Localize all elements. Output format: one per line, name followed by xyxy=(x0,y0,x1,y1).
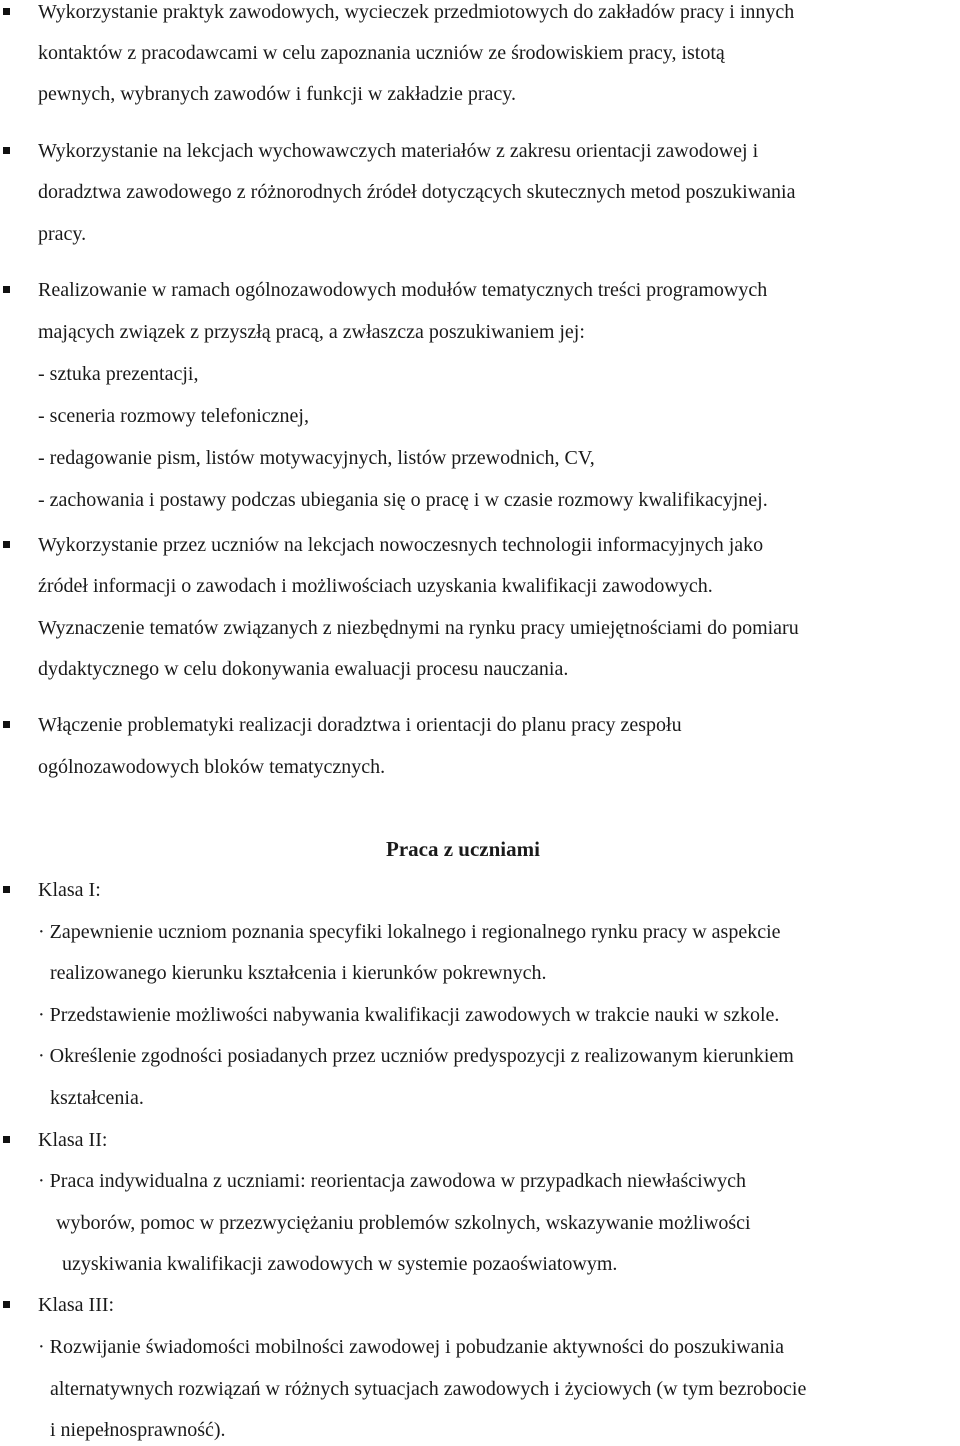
class-point-line: · Praca indywidualna z uczniami: reorientacja zawodowa w przypadkach niewłaściwych xyxy=(38,1170,747,1192)
list-item-line: - sztuka prezentacji, xyxy=(38,363,199,385)
list-item-line: ogólnozawodowych bloków tematycznych. xyxy=(38,756,386,778)
list-item-line: Realizowanie w ramach ogólnozawodowych modułów tematycznych treści programowych xyxy=(38,279,768,301)
section-heading: Praca z uczniami xyxy=(386,837,540,861)
list-item-line: mających związek z przyszłą pracą, a zwłaszcza poszukiwaniem jej: xyxy=(38,321,585,343)
class-point-line: · Przedstawienie możliwości nabywania kwalifikacji zawodowych w trakcie nauki w szkole. xyxy=(38,1004,780,1026)
list-item-line: pracy. xyxy=(38,223,87,245)
list-item-line: Wyznaczenie tematów związanych z niezbędnymi na rynku pracy umiejętnościami do pomiaru xyxy=(38,617,799,639)
class-point-line: wyborów, pomoc w przezwyciężaniu problemów szkolnych, wskazywanie możliwości xyxy=(56,1212,751,1234)
list-item-line: źródeł informacji o zawodach i możliwościach uzyskania kwalifikacji zawodowych. xyxy=(38,575,713,597)
square-bullet-icon xyxy=(3,541,10,548)
class-point-line: i niepełnosprawność). xyxy=(50,1419,226,1441)
list-item-line: - sceneria rozmowy telefonicznej, xyxy=(38,405,309,427)
square-bullet-icon xyxy=(3,1136,10,1143)
class-label: Klasa III: xyxy=(38,1294,115,1316)
list-item-line: - redagowanie pism, listów motywacyjnych, listów przewodnich, CV, xyxy=(38,447,595,469)
list-item-line: Wykorzystanie przez uczniów na lekcjach nowoczesnych technologii informacyjnych jako xyxy=(38,534,764,556)
class-label: Klasa I: xyxy=(38,879,101,901)
list-item-line: Wykorzystanie praktyk zawodowych, wycieczek przedmiotowych do zakładów pracy i innych xyxy=(38,1,795,23)
list-item-line: - zachowania i postawy podczas ubiegania się o pracę i w czasie rozmowy kwalifikacyjnej. xyxy=(38,489,768,511)
list-item-line: Wykorzystanie na lekcjach wychowawczych materiałów z zakresu orientacji zawodowej i xyxy=(38,140,759,162)
square-bullet-icon xyxy=(3,147,10,154)
list-item-line: dydaktycznego w celu dokonywania ewaluacji procesu nauczania. xyxy=(38,658,569,680)
class-point-line: kształcenia. xyxy=(50,1087,144,1109)
square-bullet-icon xyxy=(3,286,10,293)
list-item-line: Włączenie problematyki realizacji doradztwa i orientacji do planu pracy zespołu xyxy=(38,714,682,736)
square-bullet-icon xyxy=(3,1301,10,1308)
square-bullet-icon xyxy=(3,8,10,15)
class-point-line: · Zapewnienie uczniom poznania specyfiki lokalnego i regionalnego rynku pracy w aspekcie xyxy=(38,921,781,943)
class-point-line: uzyskiwania kwalifikacji zawodowych w systemie pozaoświatowym. xyxy=(62,1253,618,1275)
class-point-line: · Określenie zgodności posiadanych przez uczniów predyspozycji z realizowanym kierunkiem xyxy=(38,1045,794,1067)
square-bullet-icon xyxy=(3,886,10,893)
list-item-line: pewnych, wybranych zawodów i funkcji w zakładzie pracy. xyxy=(38,83,516,105)
class-point-line: alternatywnych rozwiązań w różnych sytuacjach zawodowych i życiowych (w tym bezrobocie xyxy=(50,1378,807,1400)
list-item-line: doradztwa zawodowego z różnorodnych źródeł dotyczących skutecznych metod poszukiwania xyxy=(38,181,796,203)
list-item-line: kontaktów z pracodawcami w celu zapoznania uczniów ze środowiskiem pracy, istotą xyxy=(38,42,725,64)
class-point-line: · Rozwijanie świadomości mobilności zawodowej i pobudzanie aktywności do poszukiwania xyxy=(38,1336,784,1358)
square-bullet-icon xyxy=(3,721,10,728)
class-point-line: realizowanego kierunku kształcenia i kierunków pokrewnych. xyxy=(50,962,547,984)
class-label: Klasa II: xyxy=(38,1129,108,1151)
